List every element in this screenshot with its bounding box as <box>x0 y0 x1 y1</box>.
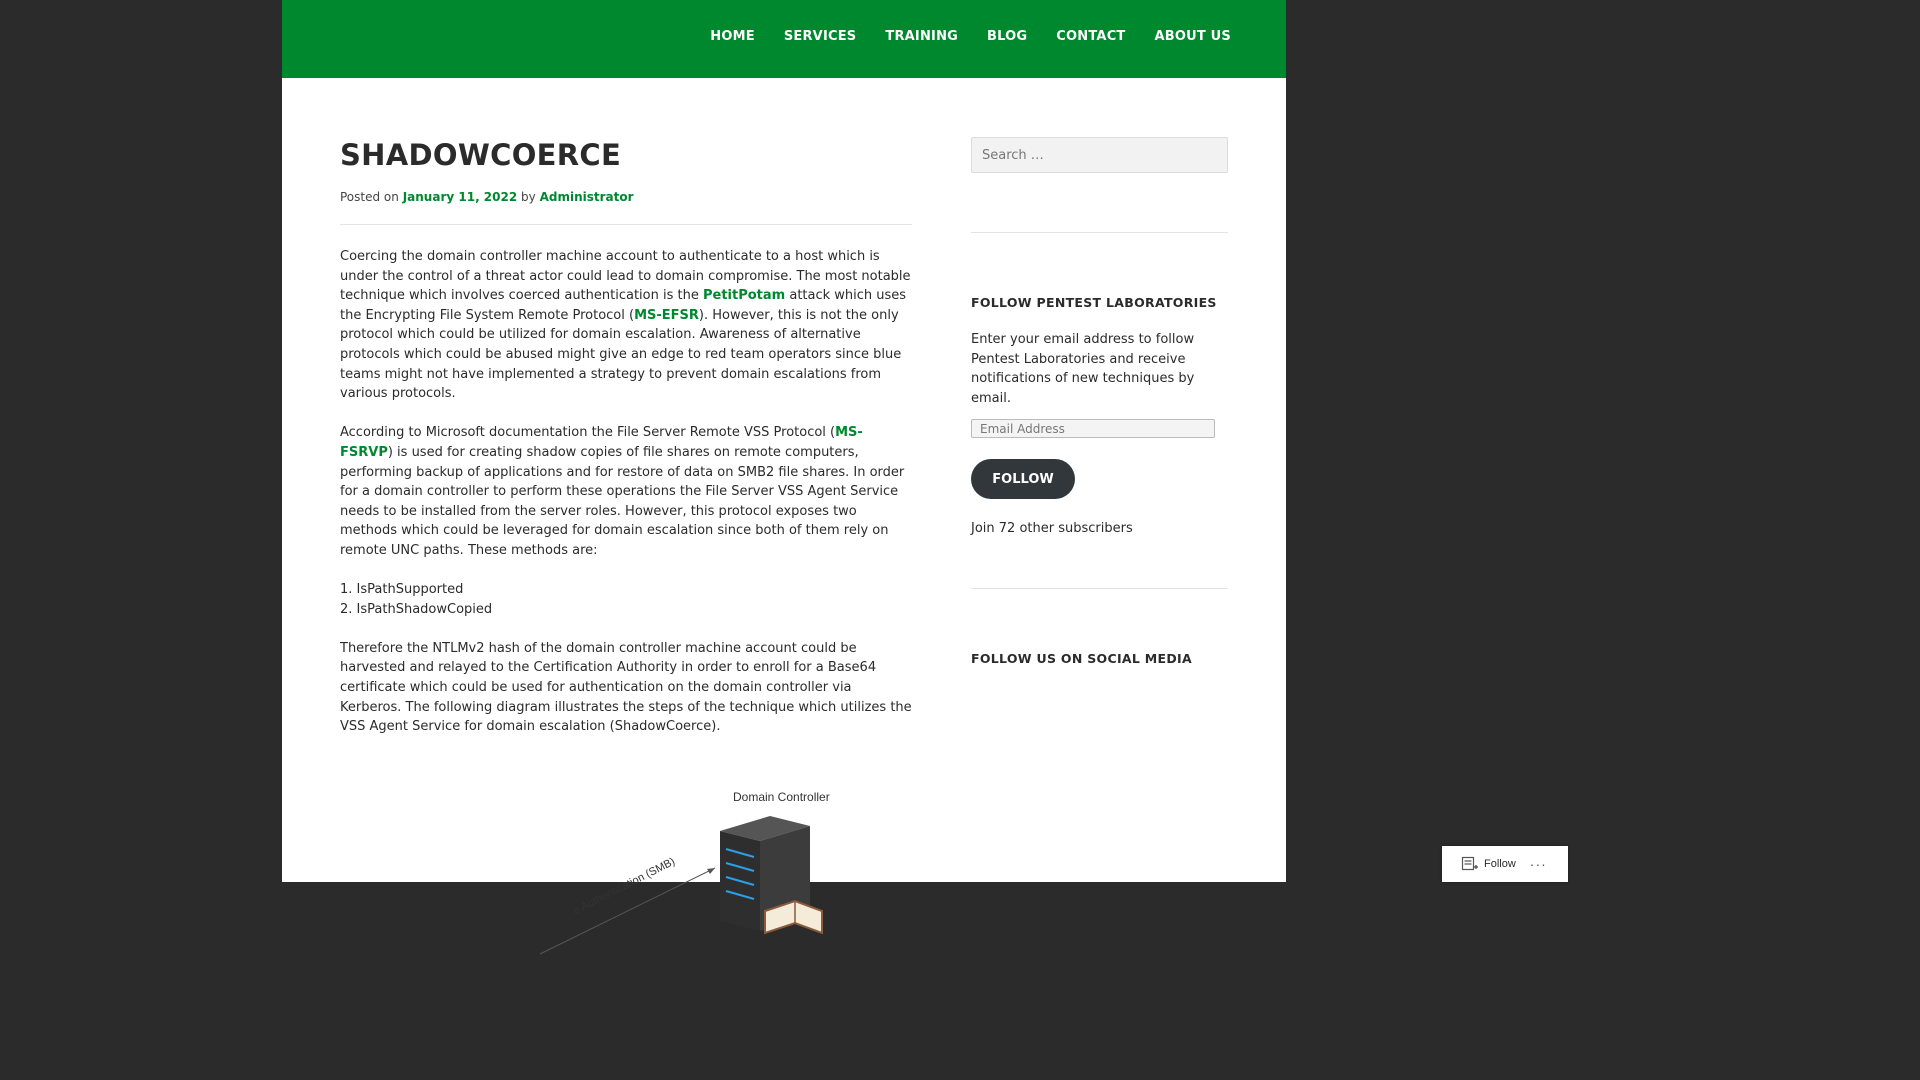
paragraph-3: Therefore the NTLMv2 hash of the domain controller machine account could be harvested and relayed to the Certification Authority in order to enroll for a Base64 certificate which could be used for authentication on the domain controller via Kerberos. The following diagram illustrates the steps of the technique which utilizes the VSS Agent Service for domain escalation (ShadowCoerce). <box>340 640 912 735</box>
posted-on-label: Posted on <box>340 190 399 204</box>
p2-text-a: According to Microsoft documentation the File Server Remote VSS Protocol ( <box>340 425 836 441</box>
follow-bar-label: Follow <box>1484 858 1516 870</box>
page <box>282 0 1286 918</box>
nav-services[interactable]: SERVICES <box>783 29 857 44</box>
post-meta <box>340 190 912 204</box>
post-date-link[interactable]: January 11, 2022 <box>402 190 518 204</box>
technique-diagram <box>340 756 912 956</box>
nav-blog[interactable]: BLOG <box>987 29 1028 44</box>
more-options-icon[interactable]: ··· <box>1529 856 1547 872</box>
p2-text-b: ) is used for creating shadow copies of file shares on remote computers, performing backup of applications and for restore of data on SMB2 file shares. In order for a domain controller to perform these operations the File Server VSS Agent Service needs to be installed from the server roles. However, this protocol exposes two methods which could be leveraged for domain escalation since both of them rely on remote UNC paths. These methods are: <box>340 444 905 558</box>
nav-contact[interactable]: CONTACT <box>1056 29 1126 44</box>
p1-text-a: Coercing the domain controller machine account to authenticate to a host which is under the control of a threat actor could lead to domain compromise. The most notable technique which involves coerced authentication is the <box>340 249 911 304</box>
reader-icon <box>1462 857 1478 871</box>
domain-controller-label: Domain Controller <box>733 790 830 805</box>
post-title: SHADOWCOERCE <box>340 138 622 172</box>
list-item: 1. IsPathSupported <box>340 582 464 598</box>
follow-bar-button[interactable] <box>1462 857 1516 871</box>
sidebar-divider <box>971 232 1228 233</box>
article <box>340 138 912 956</box>
search-input[interactable] <box>971 137 1228 173</box>
p1-text-b: attack which uses the Encrypting File System Remote Protocol ( <box>340 288 907 323</box>
follow-bar <box>1442 846 1568 882</box>
site-header <box>282 0 1286 78</box>
follow-widget-text: Enter your email address to follow Pentest Laboratories and receive notifications of new techniques by email. <box>971 332 1195 406</box>
nav-training[interactable]: TRAINING <box>885 29 959 44</box>
p1-text-c: ). However, this is not the only protocol which could be utilized for domain escalation. Awareness of alternative protocols which could be abused might give an edge to red team operators since blue teams might not have implemented a strategy to prevent domain escalations from various protocols. <box>340 307 902 402</box>
server-icon <box>710 811 830 941</box>
sidebar <box>971 137 1228 666</box>
arrow-label: e Authentication (SMB) <box>571 856 678 918</box>
follow-button[interactable]: FOLLOW <box>971 459 1075 499</box>
sidebar-divider <box>971 588 1228 589</box>
main-nav <box>710 29 1231 44</box>
subscriber-count: Join 72 other subscribers <box>971 521 1133 537</box>
post-author-link[interactable]: Administrator <box>539 190 634 204</box>
ms-efsr-link[interactable]: MS-EFSR <box>634 307 699 323</box>
nav-about-us[interactable]: ABOUT US <box>1154 29 1231 44</box>
methods-list <box>340 580 912 619</box>
list-item: 2. IsPathShadowCopied <box>340 601 493 617</box>
social-widget-title: FOLLOW US ON SOCIAL MEDIA <box>971 650 1192 666</box>
paragraph-2 <box>340 423 912 560</box>
ms-fsrvp-link[interactable]: MS-FSRVP <box>340 425 863 460</box>
nav-home[interactable]: HOME <box>710 29 755 44</box>
meta-divider <box>340 224 912 225</box>
email-field[interactable] <box>971 419 1215 438</box>
post-content <box>340 247 912 956</box>
follow-widget-title: FOLLOW PENTEST LABORATORIES <box>971 295 1217 310</box>
by-label: by <box>521 190 536 204</box>
petitpotam-link[interactable]: PetitPotam <box>702 288 786 304</box>
paragraph-1 <box>340 247 912 404</box>
